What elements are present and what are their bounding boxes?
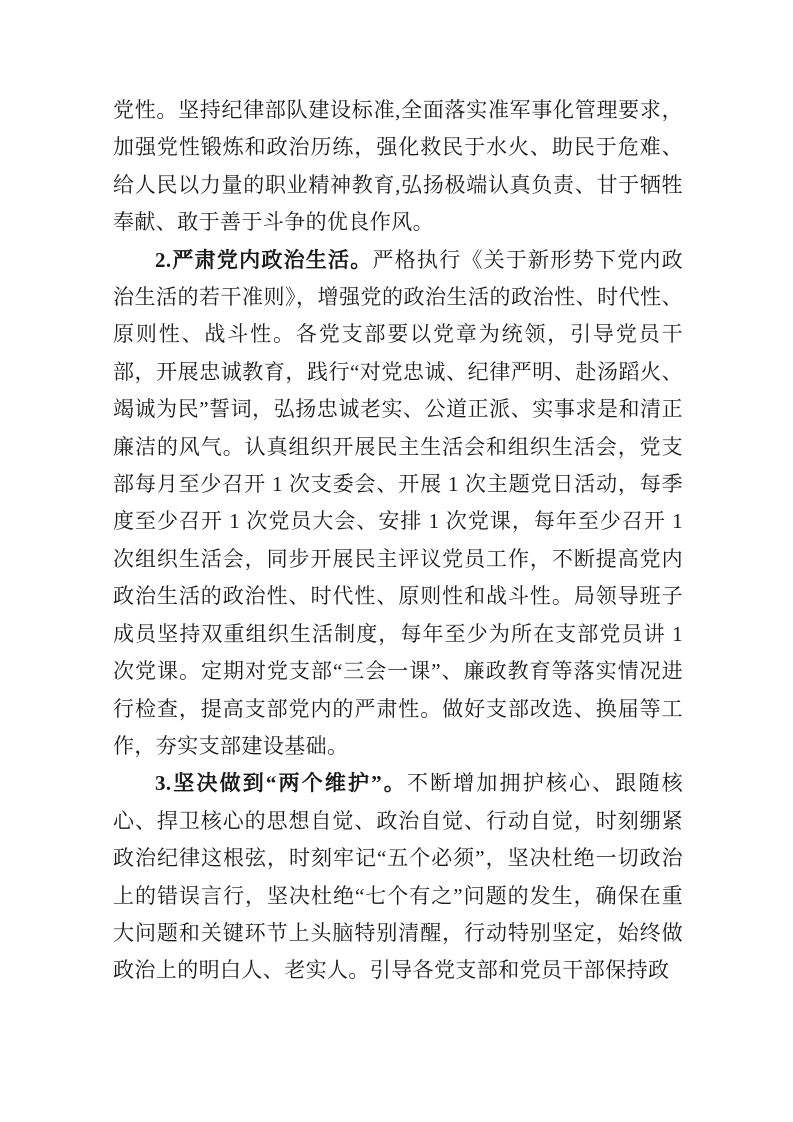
paragraph-lead-bold: 2.严肃党内政治生活。 [155, 247, 373, 272]
paragraph-text: 不断增加拥护核心、跟随核心、捍卫核心的思想自觉、政治自觉、行动自觉，时刻绷紧政治纪律这根弦，时刻牢记“五个必须”，坚决杜绝一切政治上的错误言行，坚决杜绝“七个有之”问题的发生，确保在重大问题和关键环节上头脑特别清醒，行动特别坚定，始终做政治上的明白人、老实人。引导各党支部和党员干部保持政 [113, 771, 683, 983]
paragraph-item-3 [113, 765, 683, 989]
paragraph-continuation [113, 92, 683, 242]
document-text-block [113, 92, 683, 990]
paragraph-text: 党性。坚持纪律部队建设标准,全面落实准军事化管理要求，加强党性锻炼和政治历练，强化救民于水火、助民于危难、给人民以力量的职业精神教育,弘扬极端认真负责、甘于牺牲奉献、敢于善于斗争的优良作风。 [113, 98, 683, 235]
paragraph-lead-bold: 3.坚决做到“两个维护”。 [155, 771, 407, 796]
paragraph-text: 严格执行《关于新形势下党内政治生活的若干准则》，增强党的政治生活的政治性、时代性、原则性、战斗性。各党支部要以党章为统领，引导党员干部，开展忠诚教育，践行“对党忠诚、纪律严明、赴汤蹈火、竭诚为民”誓词，弘扬忠诚老实、公道正派、实事求是和清正廉洁的风气。认真组织开展民主生活会和组织生活会，党支部每月至少召开 1 次支委会、开展 1 次主题党日活动，每季度至少召开 1 次党员大会、安排 1 次党课，每年至少召开 1 次组织生活会，同步开展民主评议党员工作，不断提高党内政治生活的政治性、时代性、原则性和战斗性。局领导班子成员坚持双重组织生活制度，每年至少为所在支部党员讲 1 次党课。定期对党支部“三会一课”、廉政教育等落实情况进行检查，提高支部党内的严肃性。做好支部改选、换届等工作，夯实支部建设基础。 [113, 247, 683, 758]
paragraph-item-2 [113, 242, 683, 766]
